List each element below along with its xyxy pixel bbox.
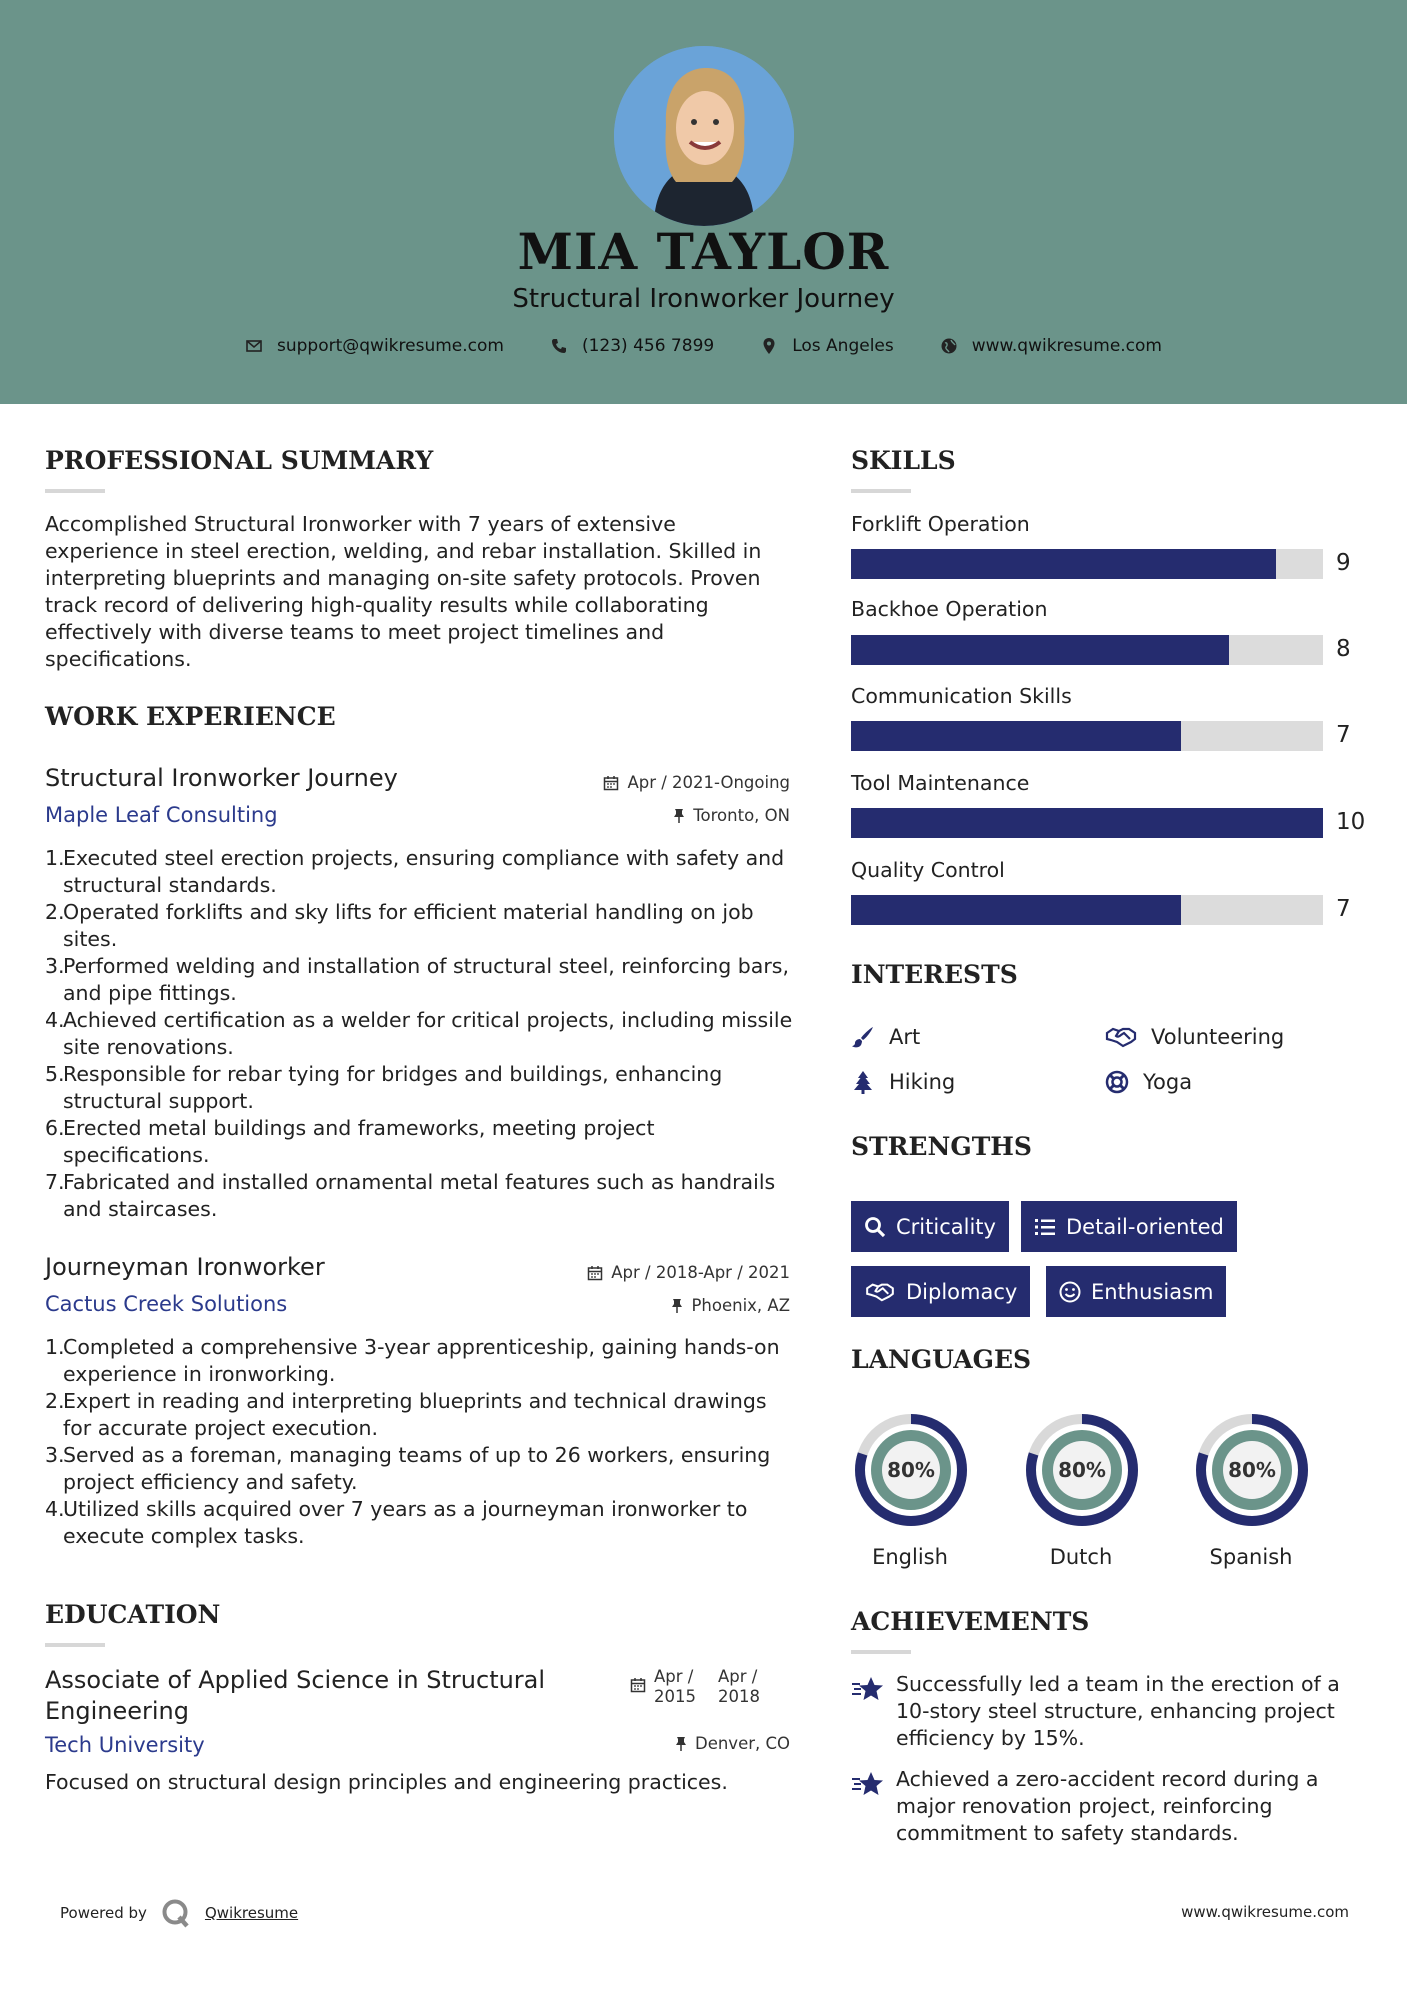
list-item: Fabricated and installed ornamental metal features such as handrails and staircases. [63,1170,776,1221]
skill-bar-fill [851,808,1323,838]
summary-text: Accomplished Structural Ironworker with 7 years of extensive experience in steel erection, welding, and rebar installation. Skilled in interpreting blueprints and managing on-site safety protocols. Proven track record of delivering high-quality results while collaborating effectively with diverse teams to meet project timelines and specifications. [45,512,762,671]
language-ring [850,1409,972,1531]
achievement-text: Achieved a zero-accident record during a major renovation project, reinforcing commitment to safety standards. [896,1767,1319,1845]
interest-label: Yoga [1143,1070,1193,1094]
skill-value: 7 [1336,896,1351,922]
brand-link[interactable]: Qwikresume [204,1904,299,1922]
start-year: 2015 [654,1687,696,1706]
contact-location: Los Angeles [792,336,894,356]
interest-item [851,1070,955,1094]
achievements-divider [851,1650,911,1654]
language-label: Spanish [1209,1545,1293,1569]
job-responsibilities [45,845,795,1223]
skill-bar [851,808,1323,838]
skill-label: Tool Maintenance [851,771,1030,795]
end-year: 2018 [718,1687,760,1706]
skill-value: 9 [1336,550,1351,576]
list-item: Utilized skills acquired over 7 years as a journeyman ironworker to execute complex tasks. [63,1497,748,1548]
skills-divider [851,489,911,493]
language-ring [1021,1409,1143,1531]
skill-bar [851,895,1323,925]
start-date: Apr / [654,1667,694,1686]
interest-label: Art [889,1025,921,1049]
strength-label: Criticality [896,1214,996,1239]
list-item: Performed welding and installation of structural steel, reinforcing bars, and pipe fittings. [63,954,789,1005]
star-icon [851,1675,885,1703]
search-icon [864,1216,886,1238]
calendar-icon [630,1677,646,1693]
list-item: Executed steel erection projects, ensuring compliance with safety and structural standards. [63,846,785,897]
qwikresume-logo-icon [161,1898,191,1928]
strength-chip [851,1201,1009,1252]
list-item: Achieved certification as a welder for critical projects, including missile site renovations. [63,1008,793,1059]
summary-heading: PROFESSIONAL SUMMARY [45,446,434,475]
skill-value: 7 [1336,722,1351,748]
skill-label: Backhoe Operation [851,597,1048,621]
skill-bar [851,721,1323,751]
skill-bar-fill [851,635,1229,665]
map-pin-icon [760,337,778,355]
job-dates-text: Apr / 2021-Ongoing [627,773,790,792]
skill-bar-fill [851,895,1181,925]
strength-chip [851,1266,1030,1317]
education-description: Focused on structural design principles and engineering practices. [45,1770,728,1794]
star-icon [851,1770,885,1798]
skills-heading: SKILLS [851,446,956,475]
candidate-name: MIA TAYLOR [517,222,890,281]
paintbrush-icon [851,1025,875,1049]
list-item: Completed a comprehensive 3-year apprenticeship, gaining hands-on experience in ironworking. [63,1335,780,1386]
calendar-icon [603,775,619,791]
skill-bar-fill [851,549,1276,579]
strength-label: Enthusiasm [1091,1279,1214,1304]
interest-label: Volunteering [1151,1025,1285,1049]
interest-item [851,1025,920,1049]
skill-bar [851,549,1323,579]
contact-phone[interactable]: (123) 456 7899 [581,336,715,356]
job-dates [520,773,790,792]
skill-bar [851,635,1323,665]
profile-photo [614,46,794,226]
job-dates-text: Apr / 2018-Apr / 2021 [611,1263,790,1282]
job-responsibilities [45,1334,795,1550]
pushpin-icon [673,808,685,824]
language-label: Dutch [1049,1545,1113,1569]
skill-label: Quality Control [851,858,1005,882]
skill-value: 10 [1336,809,1366,835]
school-name: Tech University [45,1733,205,1757]
education-dates [630,1667,760,1707]
company-name: Maple Leaf Consulting [45,803,278,827]
list-item: Responsible for rebar tying for bridges and buildings, enhancing structural support. [63,1062,723,1113]
degree-title [45,1665,545,1727]
skill-label: Communication Skills [851,684,1072,708]
contact-website[interactable]: www.qwikresume.com [971,336,1162,356]
handshake-icon [1105,1025,1137,1049]
achievement-text: Successfully led a team in the erection of a 10-story steel structure, enhancing project efficiency by 15%. [896,1672,1340,1750]
calendar-icon [587,1265,603,1281]
language-percent: 80% [1228,1458,1276,1482]
tree-icon [851,1070,875,1094]
interest-label: Hiking [889,1070,956,1094]
skill-label: Forklift Operation [851,512,1030,536]
achievements-heading: ACHIEVEMENTS [851,1607,1090,1636]
list-item: Operated forklifts and sky lifts for efficient material handling on job sites. [63,900,754,951]
list-item: Erected metal buildings and frameworks, meeting project specifications. [63,1116,655,1167]
end-date: Apr / [718,1667,758,1686]
job-title: Structural Ironworker Journey [45,764,398,792]
education-location-text: Denver, CO [694,1734,790,1753]
interest-item [1105,1070,1192,1094]
experience-heading: WORK EXPERIENCE [45,702,336,731]
list-icon [1034,1216,1056,1238]
resume-header [0,0,1407,404]
skill-bar-fill [851,721,1181,751]
education-location [520,1734,790,1753]
job-location-text: Phoenix, AZ [691,1296,790,1315]
job-title: Journeyman Ironworker [45,1253,325,1281]
contact-email[interactable]: support@qwikresume.com [277,336,504,356]
languages-heading: LANGUAGES [851,1345,1032,1374]
strengths-heading: STRENGTHS [851,1132,1032,1161]
degree-line: Engineering [45,1697,189,1725]
envelope-icon [245,337,263,355]
skill-value: 8 [1336,636,1351,662]
strength-label: Detail-oriented [1066,1214,1224,1239]
powered-by [60,1898,298,1928]
job-location-text: Toronto, ON [693,806,790,825]
language-label: English [872,1545,948,1569]
interest-item [1105,1025,1284,1049]
strength-chip [1021,1201,1237,1252]
contact-bar [0,336,1407,356]
strength-label: Diplomacy [906,1279,1018,1304]
smile-icon [1059,1281,1081,1303]
language-percent: 80% [887,1458,935,1482]
job-location [520,806,790,825]
phone-icon [550,337,568,355]
language-ring [1191,1409,1313,1531]
footer-website[interactable]: www.qwikresume.com [1181,1903,1349,1921]
list-item: Expert in reading and interpreting blueprints and technical drawings for accurate project execution. [63,1389,767,1440]
globe-icon [940,337,958,355]
powered-by-label: Powered by [60,1904,147,1922]
degree-line: Associate of Applied Science in Structural [45,1666,546,1694]
summary-divider [45,489,105,493]
lifebuoy-icon [1105,1070,1129,1094]
handshake-icon [864,1281,896,1303]
job-location [520,1296,790,1315]
language-percent: 80% [1058,1458,1106,1482]
education-heading: EDUCATION [45,1600,221,1629]
list-item: Served as a foreman, managing teams of up to 26 workers, ensuring project efficiency and safety. [63,1443,771,1494]
company-name: Cactus Creek Solutions [45,1292,288,1316]
pushpin-icon [671,1298,683,1314]
candidate-role: Structural Ironworker Journey [512,284,895,314]
strength-chip [1046,1266,1226,1317]
pushpin-icon [675,1736,687,1752]
education-divider [45,1643,105,1647]
job-dates [520,1263,790,1282]
interests-heading: INTERESTS [851,960,1018,989]
